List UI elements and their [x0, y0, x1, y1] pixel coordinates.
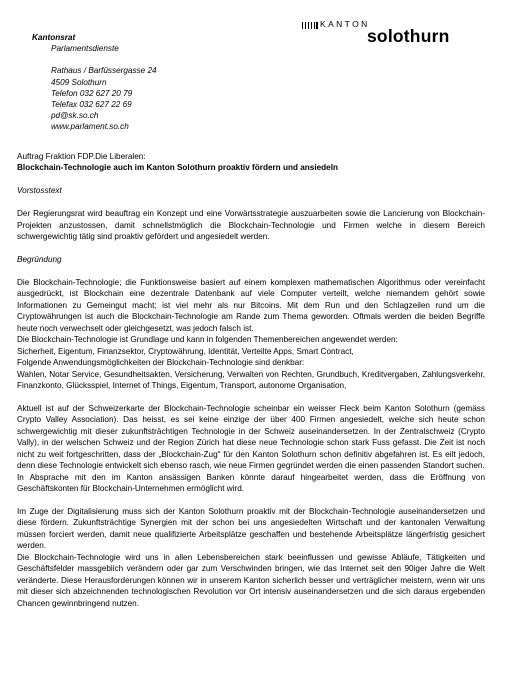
address-block — [32, 32, 157, 133]
begruendung-paragraph-5: Im Zuge der Digitalisierung muss sich der Kanton Solothurn proaktiv mit der Blockchain-Technologie auseinandersetzen und diese fördern. Zukunftsträchtige Synergien mit der schon bei uns angesiedelten Wirtschaft und der kantonalen Verwaltung müssen forciert werden, damit neue qualifizierte Arbeitsplätze geschaffen und bestehende Arbeitsplätze längerfristig gesichert werden. — [17, 506, 485, 551]
logo-name-text: solothurn — [367, 26, 450, 46]
address-city: 4509 Solothurn — [51, 77, 107, 87]
begruendung-paragraph-1: Die Blockchain-Technologie; die Funktionsweise basiert auf einem komplexen mathematischen Algorithmus oder vereinfacht ausgedrückt, ist Blockchain eine dezentrale Datenbank auf viele Computer verteilt, welche niemandem gehört sowie Informationen zu Gemeingut macht; ist viel mehr als nur Bitcoins. Mit dem Run und den Schlagzeilen rund um die Cryptowährungen ist auch die Blockchain-Technologie am Rande zum Thema geworden. Oftmals werden die beiden Begriffe heute noch verwechselt oder gleichgesetzt, was jedoch falsch ist. — [17, 277, 485, 333]
logo-bars-icon — [302, 22, 318, 29]
begruendung-paragraph-4: In Absprache mit den im Kanton ansässigen Banken könnte darauf hingearbeitet werden, dass die Eröffnung von Geschäftskonten für Blockchain-Unternehmen ermöglicht wird. — [17, 472, 485, 494]
logo-kanton-text: KANTON — [320, 19, 370, 29]
begruendung-paragraph-2b: Sicherheit, Eigentum, Finanzsektor, Cryptowährung, Identität, Verteilte Apps, Smart Contract, — [17, 346, 354, 356]
address-dept: Parlamentsdienste — [51, 44, 119, 54]
begruendung-paragraph-2d: Wahlen, Notar Service, Gesundheitsakten, Versicherung, Verwalten von Rechten, Grundbuch, Kreditvergaben, Zahlungsverkehr, Finanzkonto, Glücksspiel, Internet of Things, Eigentum, Transport, autonome Organisation, — [17, 369, 485, 390]
address-street: Rathaus / Barfüssergasse 24 — [51, 66, 157, 76]
begruendung-paragraph-2a: Die Blockchain-Technologie ist Grundlage und kann in folgenden Themenbereichen angewendet werden: — [17, 335, 398, 345]
address-email: pd@sk.so.ch — [51, 111, 99, 121]
address-web: www.parlament.so.ch — [51, 122, 129, 132]
begruendung-heading: Begründung — [17, 255, 62, 265]
vorstoss-text: Der Regierungsrat wird beauftrag ein Konzept und eine Vorwärtsstrategie auszuarbeiten sowie die Lancierung von Blockchain-Projekten anzustossen, damit schnellstmöglich die Blockchain-Technologie und Firmen welche in diesem Bereich schwergewichtig tätig sind proaktiv gefördert und angesiedelt werden. — [17, 209, 485, 242]
vorstoss-heading: Vorstosstext — [17, 186, 62, 196]
document-title: Blockchain-Technologie auch im Kanton Solothurn proaktiv fördern und ansiedeln — [17, 163, 339, 173]
begruendung-paragraph-6: Die Blockchain-Technologie wird uns in allen Lebensbereichen stark beeinflussen und gewisse Abläufe, Tätigkeiten und Geschäftsfelder massgeblich verändern oder gar zum Verschwinden bringen, wie das Internet seit den 90iger Jahre die Welt veränderte. Diese Herausforderungen können wir in unserem Kanton sicherlich besser und verträglicher meistern, wenn wir uns mit dieser sich abzeichnenden technologischen Revolution vor Ort intensiv auseinandersetzen und die sich daraus ergebenden Chancen gewinnbringend nutzen. — [17, 552, 485, 608]
document-body — [17, 151, 485, 609]
kanton-solothurn-logo — [302, 18, 482, 44]
begruendung-paragraph-3: Aktuell ist auf der Schweizerkarte der Blockchain-Technologie scheinbar ein weisser Fleck beim Kanton Solothurn (gemäss Crypto Valley Association). Das heisst, es sei keine einzige der über 400 Firmen angesiedelt, welche sich heute schon schwergewichtig mit dieser zukunftsträchtigen Technologie in der Schweiz auseinandersetzen. In der Zentralschweiz (Crypto Vally), in der welschen Schweiz und der Region Zürich hat diese neue Technologie schon stark Fuss gefasst. Die Zeit ist noch nicht zu weit fortgeschritten, dass der „Blockchain-Zug“ für den Kanton Solothurn schon definitiv abgefahren ist. Es eilt jedoch, denn diese Technologie entwickelt sich ebenso rasch, wie neue Firmen gegründet werden die einen passenden Standort suchen. — [17, 403, 485, 471]
address-fax: Telefax 032 627 22 69 — [51, 100, 132, 110]
address-phone: Telefon 032 627 20 79 — [51, 88, 133, 98]
begruendung-paragraph-2c: Folgende Anwendungsmöglichkeiten der Blockchain-Technologie sind denkbar: — [17, 358, 305, 368]
address-org: Kantonsrat — [32, 33, 76, 42]
auftrag-line: Auftrag Fraktion FDP.Die Liberalen: — [17, 152, 146, 161]
